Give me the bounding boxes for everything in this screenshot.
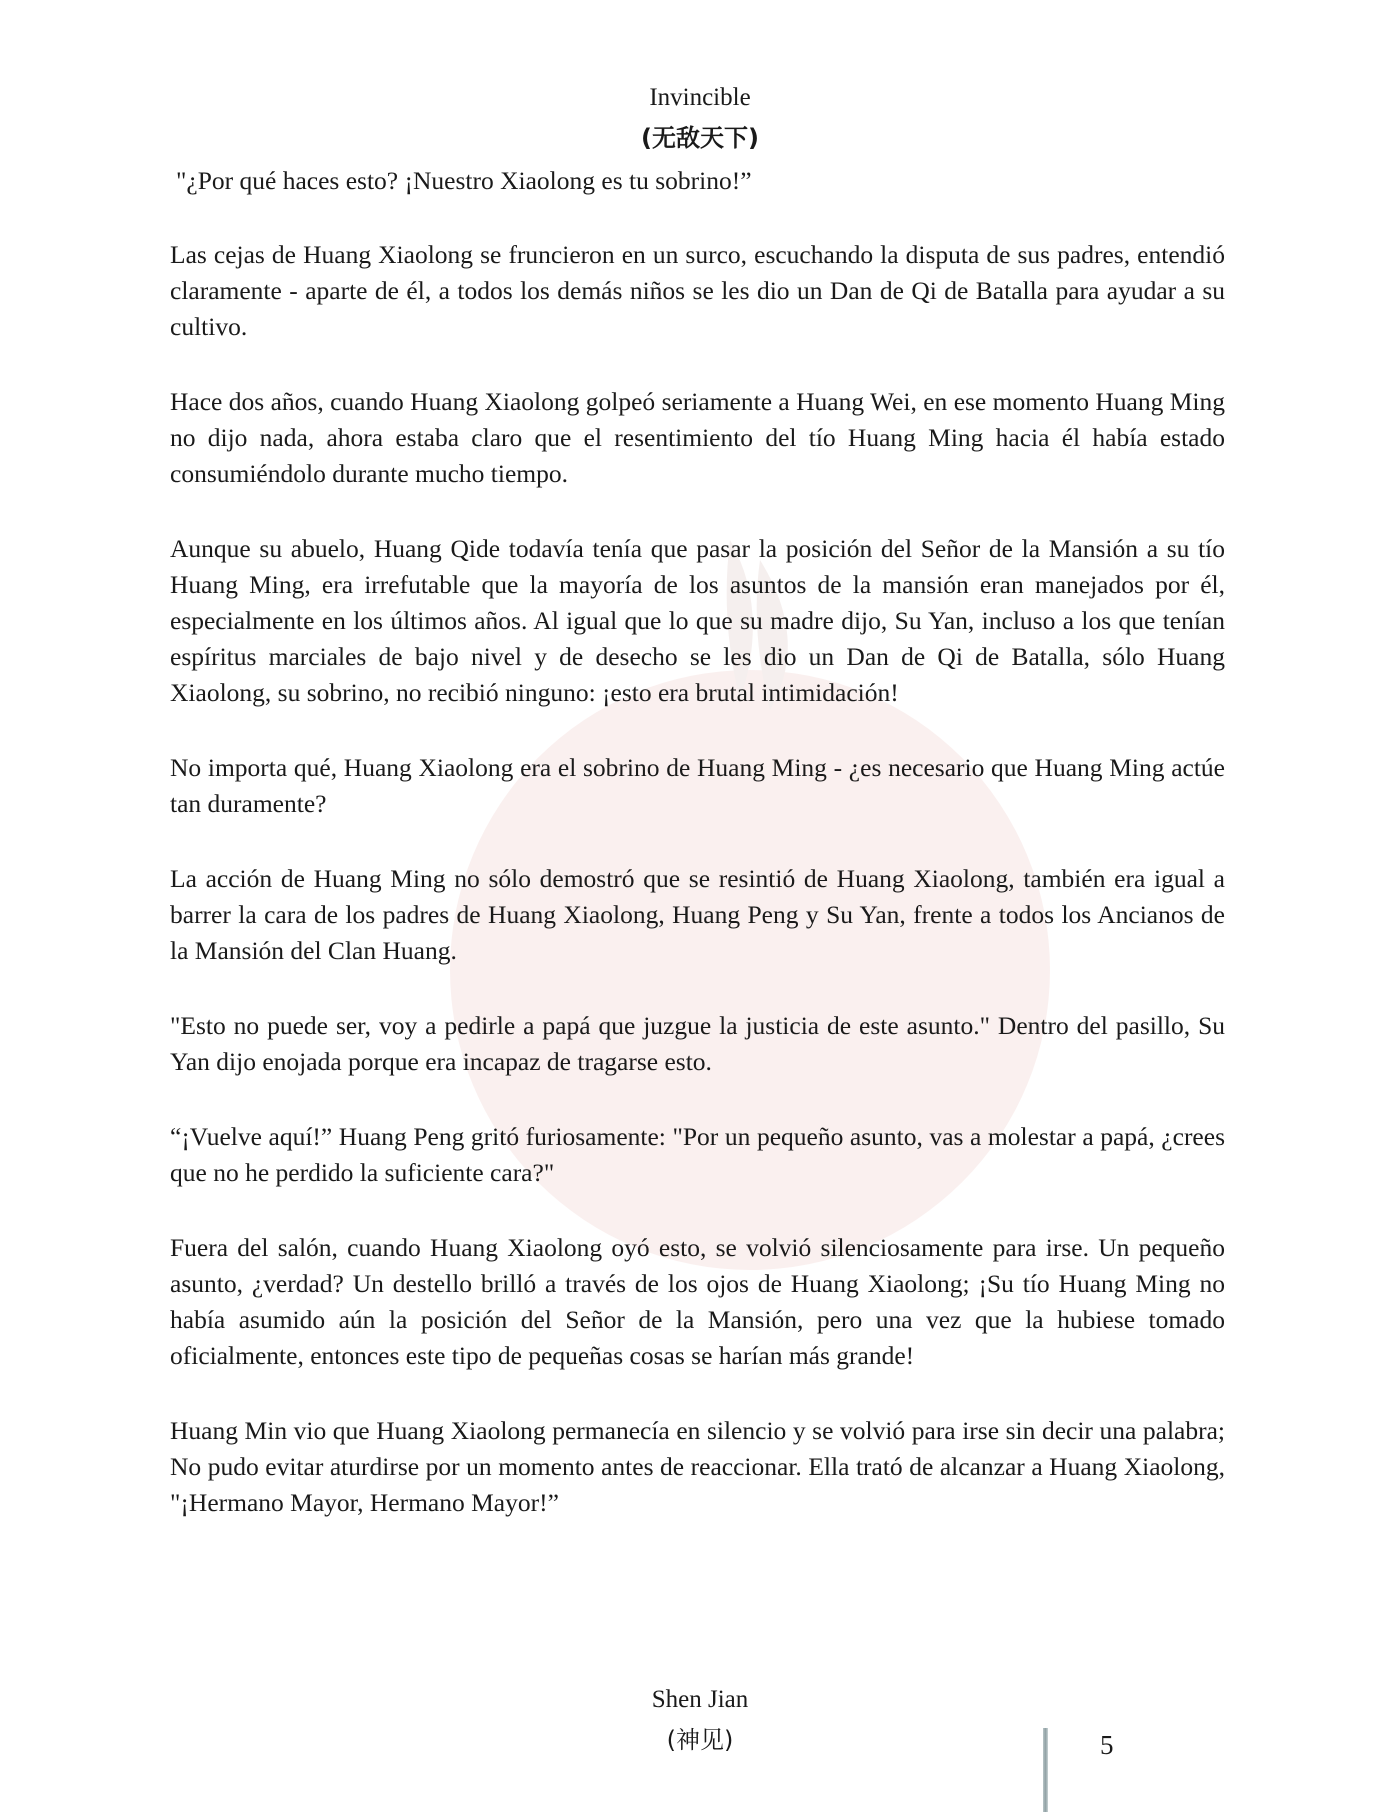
author-name: Shen Jian (651, 1686, 749, 1713)
page-footer (0, 1680, 1400, 1760)
paragraph: “¡Vuelve aquí!” Huang Peng gritó furiosamente: "Por un pequeño asunto, vas a molestar a papá, ¿crees que no he perdido la suficiente cara?" (170, 1122, 1225, 1187)
paragraph: Hace dos años, cuando Huang Xiaolong golpeó seriamente a Huang Wei, en ese momento Huang Ming no dijo nada, ahora estaba claro que el resentimiento del tío Huang Ming hacia él había estado consumiéndolo durante mucho tiempo. (170, 387, 1225, 488)
paragraph: "¿Por qué haces esto? ¡Nuestro Xiaolong es tu sobrino!” (176, 166, 752, 195)
book-title-chinese: (无敌天下) (641, 124, 759, 152)
paragraph: La acción de Huang Ming no sólo demostró que se resintió de Huang Xiaolong, también era igual a barrer la cara de los padres de Huang Xiaolong, Huang Peng y Su Yan, frente a todos los Ancianos de la Mansión del Clan Huang. (170, 864, 1225, 965)
paragraph: Fuera del salón, cuando Huang Xiaolong oyó esto, se volvió silenciosamente para irse. Un pequeño asunto, ¿verdad? Un destello brilló a través de los ojos de Huang Xiaolong; ¡Su tío Huang Ming no había asumido aún la posición del Señor de la Mansión, pero una vez que la hubiese tomado oficialmente, entonces este tipo de pequeñas cosas se harían más grande! (170, 1233, 1225, 1370)
book-title: Invincible (649, 84, 751, 111)
paragraph: "Esto no puede ser, voy a pedirle a papá que juzgue la justicia de este asunto." Dentro del pasillo, Su Yan dijo enojada porque era incapaz de tragarse esto. (170, 1011, 1225, 1076)
paragraph: Huang Min vio que Huang Xiaolong permanecía en silencio y se volvió para irse sin decir una palabra; No pudo evitar aturdirse por un momento antes de reaccionar. Ella trató de alcanzar a Huang Xiaolong, "¡Hermano Mayor, Hermano Mayor!” (170, 1416, 1225, 1517)
page-header (0, 78, 1400, 158)
paragraph: Las cejas de Huang Xiaolong se fruncieron en un surco, escuchando la disputa de sus padres, entendió claramente - aparte de él, a todos los demás niños se les dio un Dan de Qi de Batalla para ayudar a su cultivo. (170, 240, 1225, 341)
paragraph: No importa qué, Huang Xiaolong era el sobrino de Huang Ming - ¿es necesario que Huang Ming actúe tan duramente? (170, 753, 1225, 818)
author-name-chinese: (神见) (666, 1726, 734, 1754)
page-number-divider (1043, 1728, 1048, 1812)
page-number: 5 (1100, 1730, 1114, 1760)
page-body (170, 163, 1225, 1560)
paragraph: Aunque su abuelo, Huang Qide todavía tenía que pasar la posición del Señor de la Mansión a su tío Huang Ming, era irrefutable que la mayoría de los asuntos de la mansión eran manejados por él, especialmente en los últimos años. Al igual que lo que su madre dijo, Su Yan, incluso a los que tenían espíritus marciales de bajo nivel y de desecho se les dio un Dan de Qi de Batalla, sólo Huang Xiaolong, su sobrino, no recibió ninguno: ¡esto era brutal intimidación! (170, 534, 1225, 707)
